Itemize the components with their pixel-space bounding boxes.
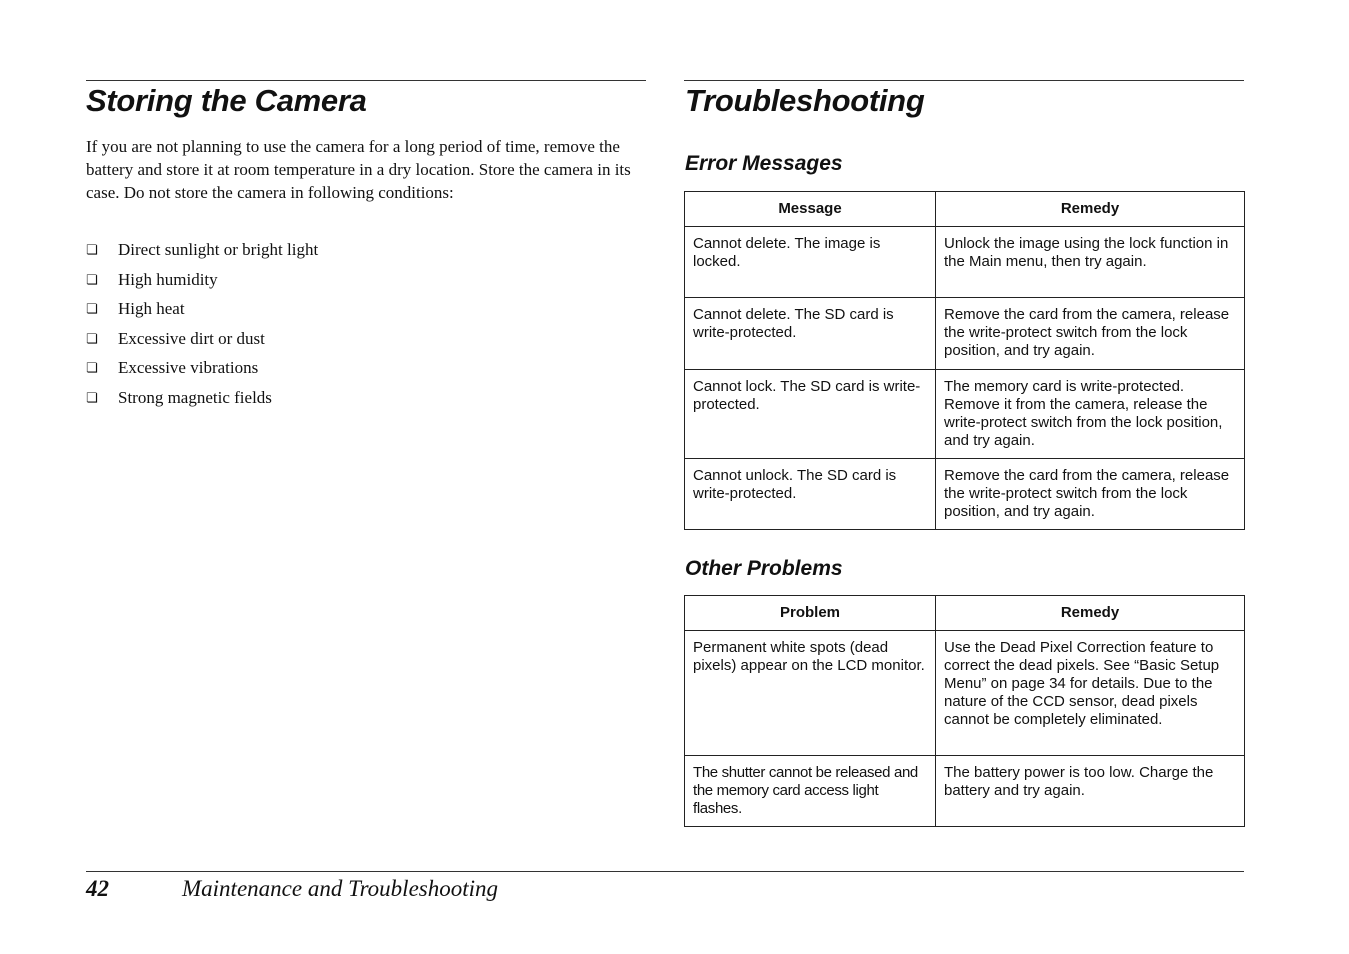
right-top-rule — [684, 80, 1244, 81]
column-header: Problem — [685, 596, 936, 631]
remedy-cell: The battery power is too low. Charge the battery and try again. — [936, 756, 1245, 827]
column-header: Remedy — [936, 192, 1245, 227]
message-cell: Cannot unlock. The SD card is write-protected. — [685, 459, 936, 530]
remedy-cell: Remove the card from the camera, release the write-protect switch from the lock position, and try again. — [936, 298, 1245, 370]
table-row — [685, 459, 1245, 530]
checkbox-bullet-icon: ❏ — [86, 302, 98, 317]
list-item — [86, 384, 318, 414]
remedy-cell: Use the Dead Pixel Correction feature to correct the dead pixels. See “Basic Setup Menu” on page 34 for details. Due to the nature of the CCD sensor, dead pixels cannot be completely eliminated. — [936, 631, 1245, 756]
list-item — [86, 354, 318, 384]
footer-section-title: Maintenance and Troubleshooting — [182, 876, 499, 901]
table-row — [685, 631, 1245, 756]
condition-text: High heat — [118, 299, 185, 318]
checkbox-bullet-icon: ❏ — [86, 361, 98, 376]
condition-text: Excessive vibrations — [118, 358, 259, 377]
other-problems-table — [684, 595, 1245, 827]
problem-cell: Permanent white spots (dead pixels) appear on the LCD monitor. — [685, 631, 936, 756]
message-cell: Cannot delete. The SD card is write-protected. — [685, 298, 936, 370]
list-item — [86, 236, 318, 266]
list-item — [86, 325, 318, 355]
remedy-cell: The memory card is write-protected. Remove it from the camera, release the write-protect switch from the lock position, and try again. — [936, 370, 1245, 459]
column-header: Remedy — [936, 596, 1245, 631]
message-cell: Cannot delete. The image is locked. — [685, 227, 936, 298]
message-cell: Cannot lock. The SD card is write-protected. — [685, 370, 936, 459]
table-row — [685, 298, 1245, 370]
table-header-row — [685, 192, 1245, 227]
troubleshooting-heading: Troubleshooting — [685, 83, 925, 118]
table-row — [685, 370, 1245, 459]
condition-text: Strong magnetic fields — [118, 387, 272, 407]
list-item — [86, 266, 318, 296]
checkbox-bullet-icon: ❏ — [86, 272, 98, 288]
table-row — [685, 227, 1245, 298]
checkbox-bullet-icon: ❏ — [86, 390, 98, 406]
storing-intro: If you are not planning to use the camera for a long period of time, remove the battery and store it at room temperature in a dry location. Store the camera in its case. Do not store the camera in following conditions: — [86, 137, 631, 202]
list-item — [86, 295, 318, 325]
page-number: 42 — [86, 876, 109, 901]
remedy-cell: Remove the card from the camera, release the write-protect switch from the lock position, and try again. — [936, 459, 1245, 530]
error-messages-table — [684, 191, 1245, 530]
remedy-cell: Unlock the image using the lock function in the Main menu, then try again. — [936, 227, 1245, 298]
column-header: Message — [685, 192, 936, 227]
table-row — [685, 756, 1245, 827]
condition-text: High humidity — [118, 269, 218, 289]
condition-text: Excessive dirt or dust — [118, 328, 265, 348]
storage-conditions-list — [86, 236, 318, 413]
checkbox-bullet-icon: ❏ — [86, 243, 98, 258]
problem-cell: The shutter cannot be released and the memory card access light flashes. — [685, 756, 936, 827]
table-header-row — [685, 596, 1245, 631]
footer-rule — [86, 871, 1244, 872]
error-messages-heading: Error Messages — [685, 152, 843, 175]
other-problems-heading: Other Problems — [685, 557, 843, 580]
checkbox-bullet-icon: ❏ — [86, 331, 98, 347]
storing-heading: Storing the Camera — [86, 83, 367, 118]
condition-text: Direct sunlight or bright light — [118, 240, 319, 259]
left-top-rule — [86, 80, 646, 81]
